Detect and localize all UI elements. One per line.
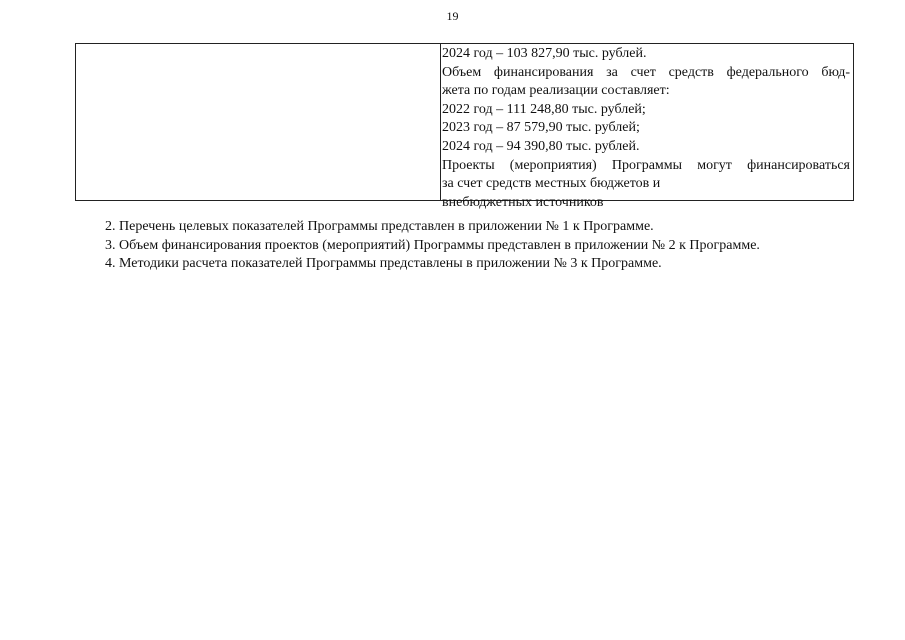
cell-line: 2022 год – 111 248,80 тыс. рублей;: [442, 101, 646, 117]
cell-line: за счет средств местных бюджетов и: [442, 176, 661, 192]
cell-line: 2024 год – 103 827,90 тыс. рублей.: [442, 46, 647, 61]
table-cell-right: [442, 45, 850, 210]
page-number: 19: [446, 9, 459, 23]
cell-line: внебюджетных источников: [442, 194, 604, 210]
cell-line: Проекты (мероприятия) Программы могут финансироваться: [442, 157, 850, 173]
paragraph-funding: 3. Объем финансирования проектов (мероприятий) Программы представлен в приложении № 2 к Программе.: [105, 238, 760, 253]
cell-line: 2024 год – 94 390,80 тыс. рублей.: [442, 138, 640, 154]
program-passport-table: [75, 43, 854, 210]
cell-line: жета по годам реализации составляет:: [442, 83, 670, 99]
cell-line: Объем финансирования за счет средств федерального бюд-: [442, 64, 850, 80]
cell-line: 2023 год – 87 579,90 тыс. рублей;: [442, 120, 640, 136]
table-cell-left: [76, 44, 441, 200]
paragraph-methods: 4. Методики расчета показателей Программы представлены в приложении № 3 к Программе.: [105, 256, 662, 271]
paragraph-targets: 2. Перечень целевых показателей Программы представлен в приложении № 1 к Программе.: [105, 219, 654, 234]
